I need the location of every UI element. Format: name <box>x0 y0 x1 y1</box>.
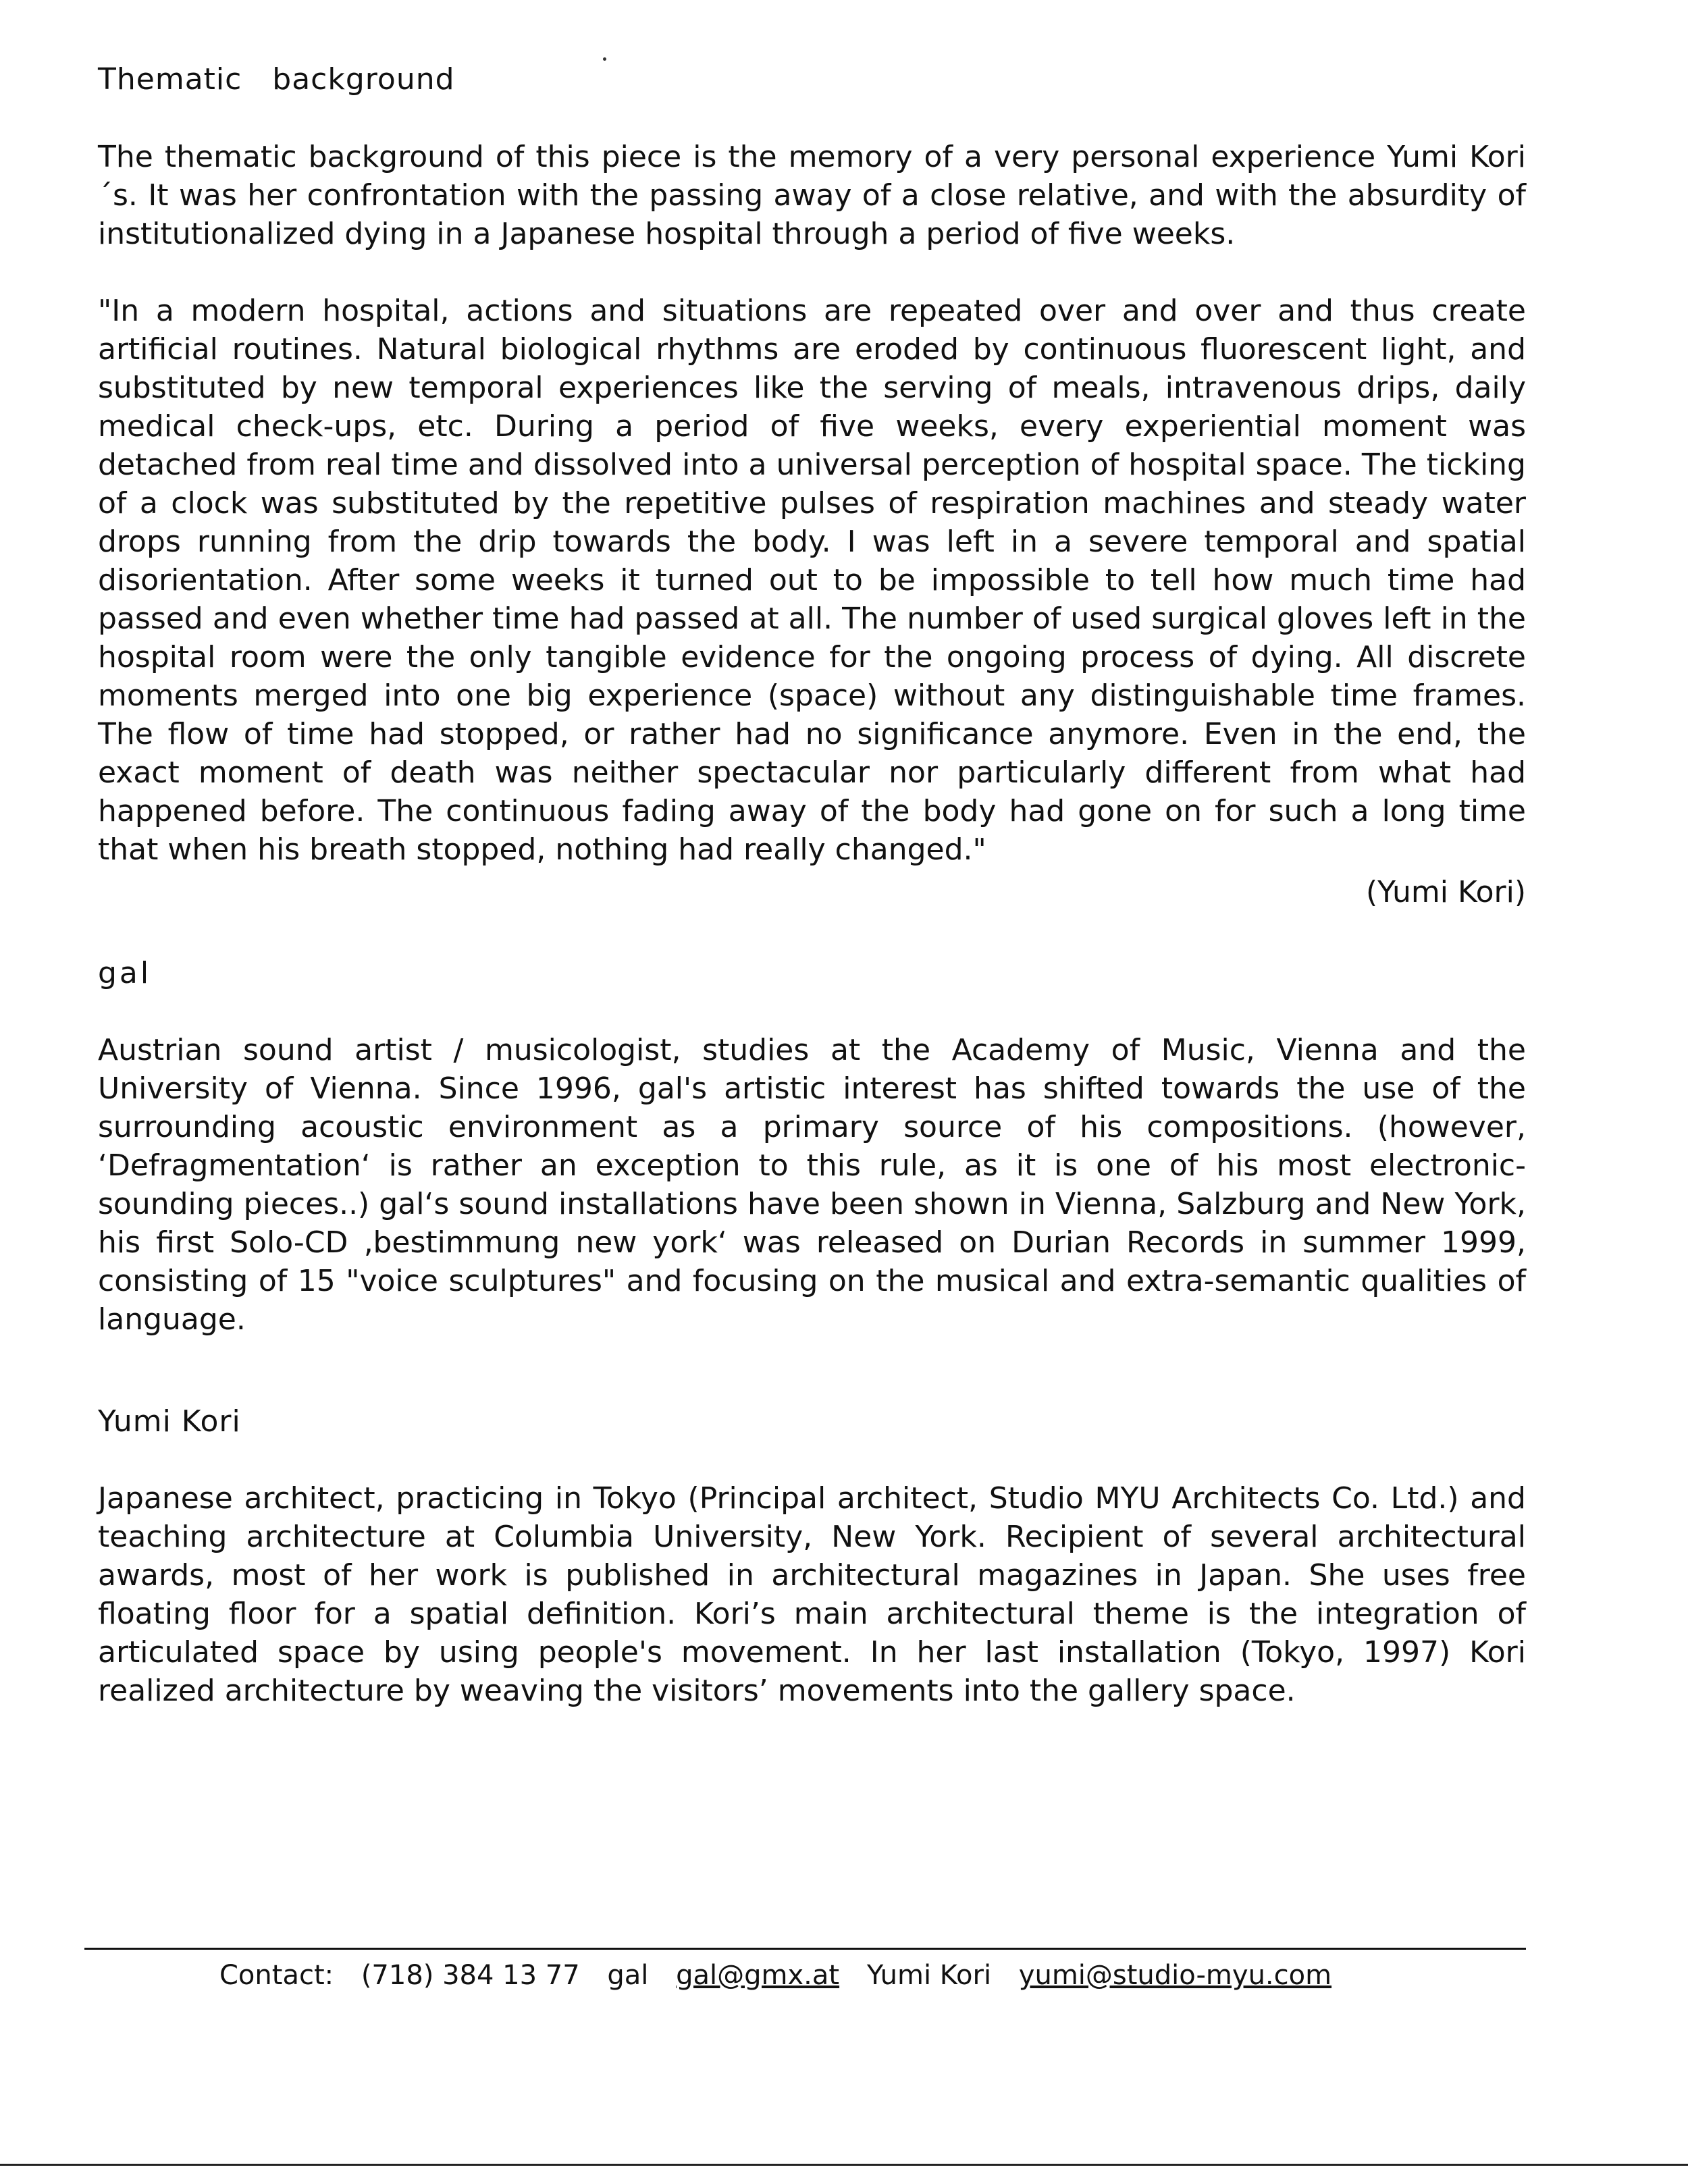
thematic-quote: "In a modern hospital, actions and situations are repeated over and over and thus create artificial routines. Natural biological rhythms are eroded by continuous fluorescent light, and substituted by new temporal experiences like the serving of meals, intravenous drips, daily medical check-ups, etc. During a period of five weeks, every experiential moment was detached from real time and dissolved into a universal perception of hospital space. The ticking of a clock was substituted by the repetitive pulses of respiration machines and steady water drops running from the drip towards the body. I was left in a severe temporal and spatial disorientation. After some weeks it turned out to be impossible to tell how much time had passed and even whether time had passed at all. The number of used surgical gloves left in the hospital room were the only tangible evidence for the ongoing process of dying. All discrete moments merged into one big experience (space) without any distinguishable time frames. The flow of time had stopped, or rather had no significance anymore. Even in the end, the exact moment of death was neither spectacular nor particularly different from what had happened before. The continuous fading away of the body had gone on for such a long time that when his breath stopped, nothing had really changed." <box>98 294 1526 867</box>
document-body <box>98 61 1526 1710</box>
thematic-paragraph: The thematic background of this piece is the memory of a very personal experience Yumi Kori´s. It was her confrontation with the passing away of a close relative, and with the absurdity of institutionalized dying in a Japanese hospital through a period of five weeks. <box>98 140 1526 251</box>
footer-divider <box>84 1948 1526 1950</box>
contact-kori-email[interactable]: yumi@studio-myu.com <box>1018 1960 1332 1991</box>
scan-bottom-edge <box>0 2164 1688 2166</box>
contact-gal-email[interactable]: gal@gmx.at <box>676 1960 840 1991</box>
contact-kori-name: Yumi Kori <box>866 1960 992 1991</box>
gal-paragraph: Austrian sound artist / musicologist, studies at the Academy of Music, Vienna and the University of Vienna. Since 1996, gal's artistic interest has shifted towards the use of the surrounding acoustic environment as a primary source of his compositions. (however, ‘Defragmentation‘ is rather an exception to this rule, as it is one of his most electronic-sounding pieces..) gal‘s sound installations have been shown in Vienna, Salzburg and New York, his first Solo-CD ‚bestimmung new york‘ was released on Durian Records in summer 1999, consisting of 15 "voice sculptures" and focusing on the musical and extra-semantic qualities of language. <box>98 1033 1526 1337</box>
gal-heading: gal <box>98 956 152 990</box>
contact-phone: (718) 384 13 77 <box>361 1960 580 1991</box>
kori-paragraph: Japanese architect, practicing in Tokyo (Principal architect, Studio MYU Architects Co. Ltd.) and teaching architecture at Columbia University, New York. Recipient of several architectural awards, most of her work is published in architectural magazines in Japan. She uses free floating floor for a spatial definition. Kori’s main architectural theme is the integration of articulated space by using people's movement. In her last installation (Tokyo, 1997) Kori realized architecture by weaving the visitors’ movements into the gallery space. <box>98 1481 1526 1708</box>
contact-footer <box>219 1958 1350 1993</box>
contact-label: Contact: <box>219 1960 334 1991</box>
quote-attribution: (Yumi Kori) <box>1365 875 1526 909</box>
kori-heading: Yumi Kori <box>98 1404 241 1439</box>
thematic-heading: Thematic background <box>98 62 455 97</box>
contact-gal-name: gal <box>607 1960 649 1991</box>
